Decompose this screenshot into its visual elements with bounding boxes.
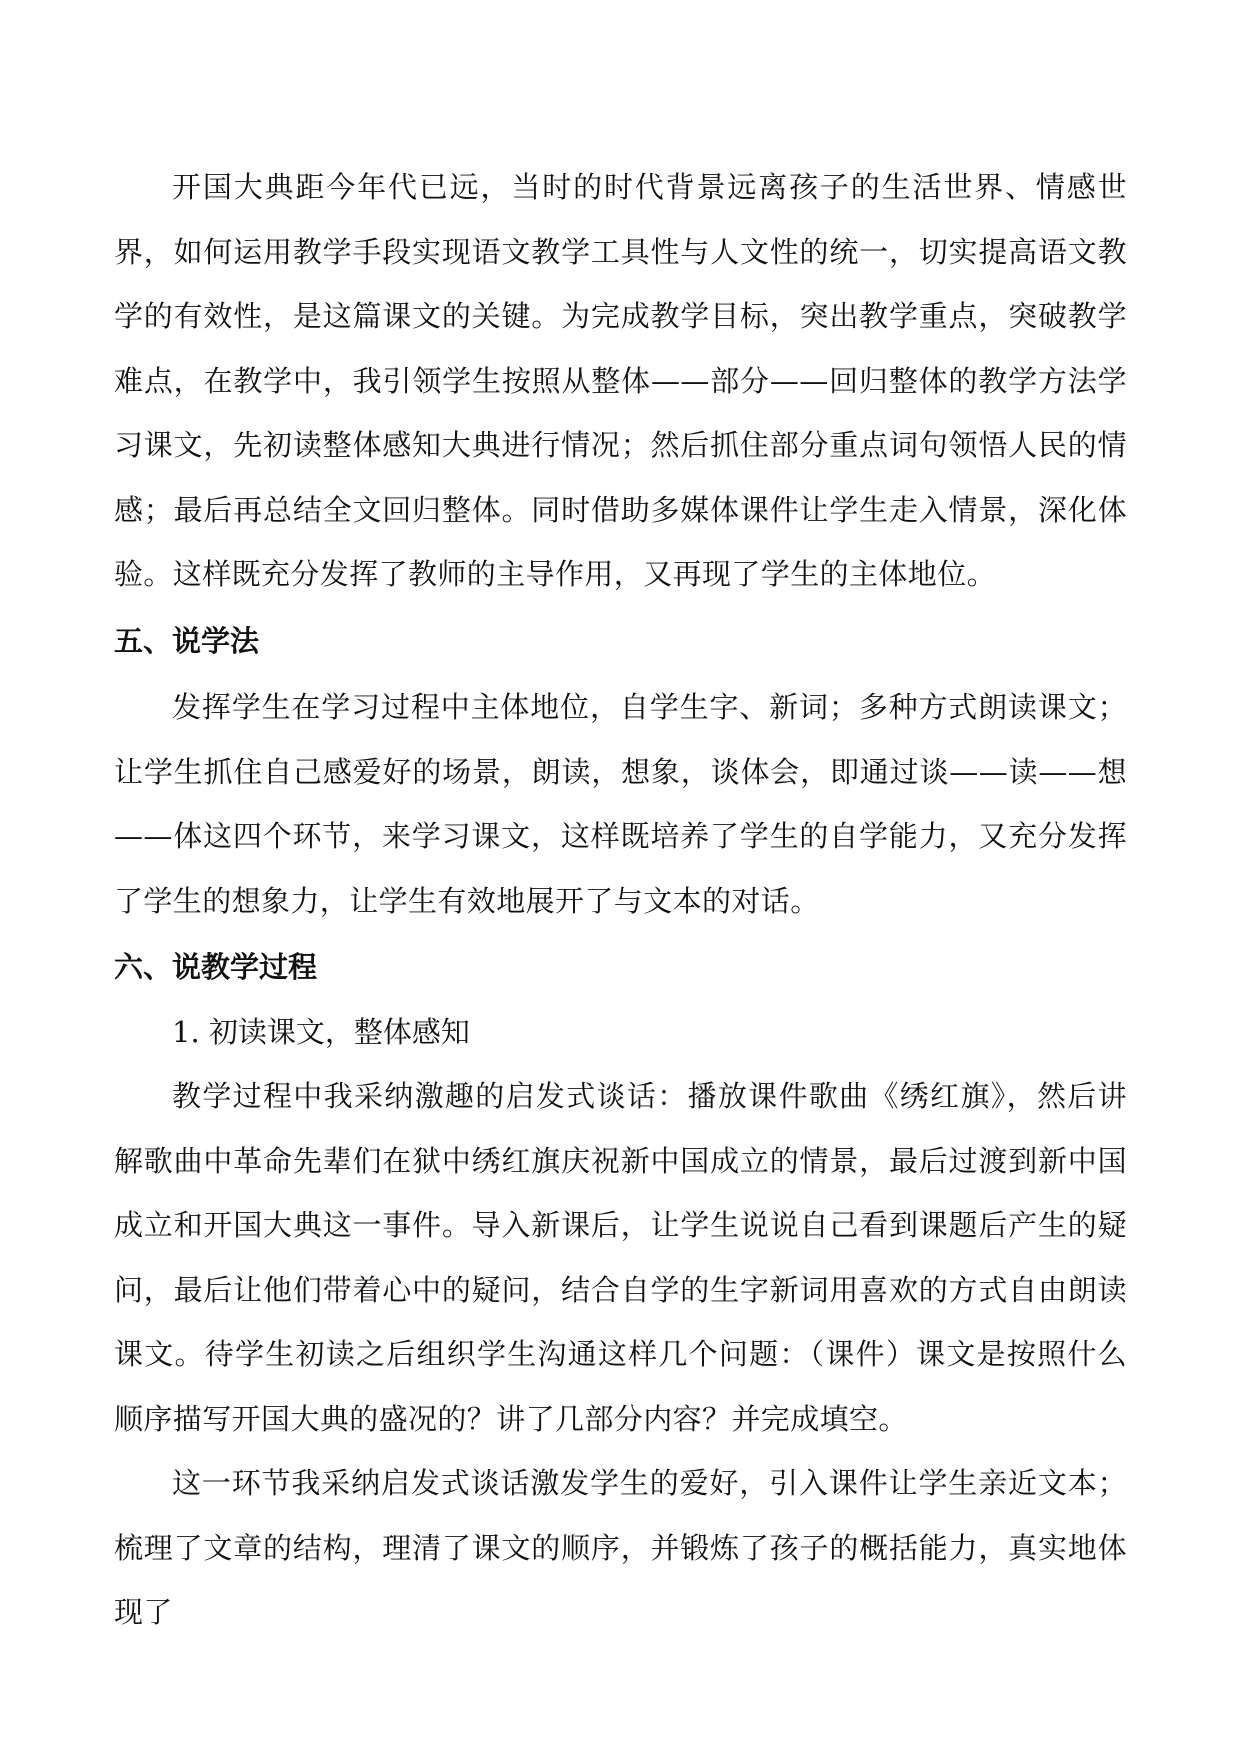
section-heading-learning-method: 五、说学法 — [114, 623, 260, 658]
paragraph-teaching-process: 教学过程中我采纳激趣的启发式谈话：播放课件歌曲《绣红旗》，然后讲解歌曲中革命先辈们在狱中绣红旗庆祝新中国成立的情景，最后过渡到新中国成立和开国大典这一事件。导入新课后，让学生说说自己看到课题后产生的疑问，最后让他们带着心中的疑问，结合自学的生字新词用喜欢的方式自由朗读课文。待学生初读之后组织学生沟通这样几个问题：（课件）课文是按照什么顺序描写开国大典的盛况的？讲了几部分内容？并完成填空。 — [114, 1079, 1127, 1436]
paragraph-learning-method: 发挥学生在学习过程中主体地位，自学生字、新词；多种方式朗读课文；让学生抓住自己感爱好的场景，朗读，想象，谈体会，即通过谈——读——想——体这四个环节，来学习课文，这样既培养了学生的自学能力，又充分发挥了学生的想象力，让学生有效地展开了与文本的对话。 — [114, 690, 1127, 918]
paragraph-summary: 这一环节我采纳启发式谈话激发学生的爱好，引入课件让学生亲近文本；梳理了文章的结构，理清了课文的顺序，并锻炼了孩子的概括能力，真实地体现了 — [114, 1466, 1127, 1629]
subheading-first-reading: 1. 初读课文，整体感知 — [172, 1014, 470, 1049]
document-body — [114, 155, 1127, 1645]
section-heading-teaching-process: 六、说教学过程 — [114, 950, 318, 984]
paragraph-teaching-method: 开国大典距今年代已远，当时的时代背景远离孩子的生活世界、情感世界，如何运用教学手段实现语文教学工具性与人文性的统一，切实提高语文教学的有效性，是这篇课文的关键。为完成教学目标，突出教学重点，突破教学难点，在教学中，我引领学生按照从整体——部分——回归整体的教学方法学习课文，先初读整体感知大典进行情况；然后抓住部分重点词句领悟人民的情感；最后再总结全文回归整体。同时借助多媒体课件让学生走入情景，深化体验。这样既充分发挥了教师的主导作用，又再现了学生的主体地位。 — [114, 170, 1127, 591]
